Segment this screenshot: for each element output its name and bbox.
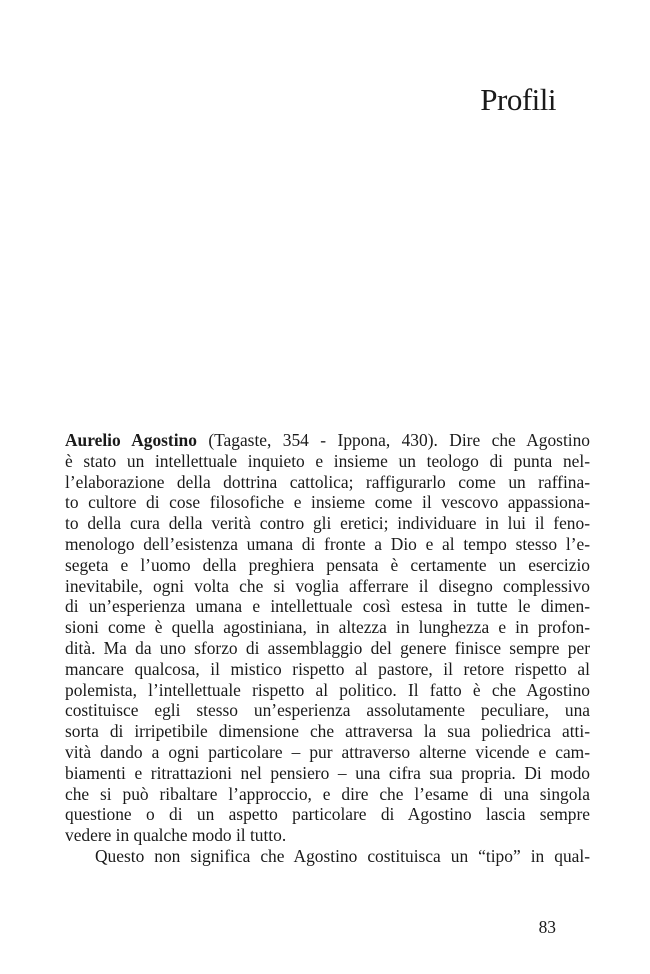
entry-first-line xyxy=(65,430,590,451)
text-line: biamenti e ritrattazioni nel pensiero – una cifra sua propria. Di modo xyxy=(65,762,590,783)
next-paragraph-line: Questo non significa che Agostino costituisca un “tipo” in qual- xyxy=(95,845,590,866)
text-line: questione o di un aspetto particolare di Agostino lascia sempre xyxy=(65,804,590,825)
text-line: è stato un intellettuale inquieto e insieme un teologo di punta nel- xyxy=(65,450,590,471)
text-line: inevitabile, ogni volta che si voglia afferrare il disegno complessivo xyxy=(65,575,590,596)
text-line: che si può ribaltare l’approccio, e dire che l’esame di una singola xyxy=(65,783,590,804)
text-line: menologo dell’esistenza umana di fronte a Dio e al tempo stesso l’e- xyxy=(65,533,590,554)
entry-first-line-rest: (Tagaste, 354 - Ippona, 430). Dire che Agostino xyxy=(196,430,590,450)
text-line: polemista, l’intellettuale rispetto al politico. Il fatto è che Agostino xyxy=(65,679,590,700)
author-name: Aurelio Agostino xyxy=(65,430,197,450)
text-line: costituisce egli stesso un’esperienza assolutamente peculiare, una xyxy=(65,700,590,721)
text-line: sioni come è quella agostiniana, in altezza in lunghezza e in profon- xyxy=(65,617,590,638)
text-line: mancare qualcosa, il mistico rispetto al pastore, il retore rispetto al xyxy=(65,658,590,679)
text-line: vità dando a ogni particolare – pur attraverso alterne vicende e cam- xyxy=(65,741,590,762)
text-line: l’elaborazione della dottrina cattolica; raffigurarlo come un raffina- xyxy=(65,471,590,492)
text-line: sorta di irripetibile dimensione che attraversa la sua poliedrica atti- xyxy=(65,721,590,742)
entry-text xyxy=(65,430,590,867)
text-line: to della cura della verità contro gli eretici; individuare in lui il feno- xyxy=(65,513,590,534)
text-line: segeta e l’uomo della preghiera pensata è certamente un esercizio xyxy=(65,554,590,575)
text-line: di un’esperienza umana e intellettuale così estesa in tutte le dimen- xyxy=(65,596,590,617)
text-line: to cultore di cose filosofiche e insieme come il vescovo appassiona- xyxy=(65,492,590,513)
paragraph-end-line: vedere in qualche modo il tutto. xyxy=(65,825,287,846)
page-title: Profili xyxy=(480,82,556,117)
text-line: dità. Ma da uno sforzo di assemblaggio del genere finisce sempre per xyxy=(65,637,590,658)
page-number: 83 xyxy=(538,917,556,937)
